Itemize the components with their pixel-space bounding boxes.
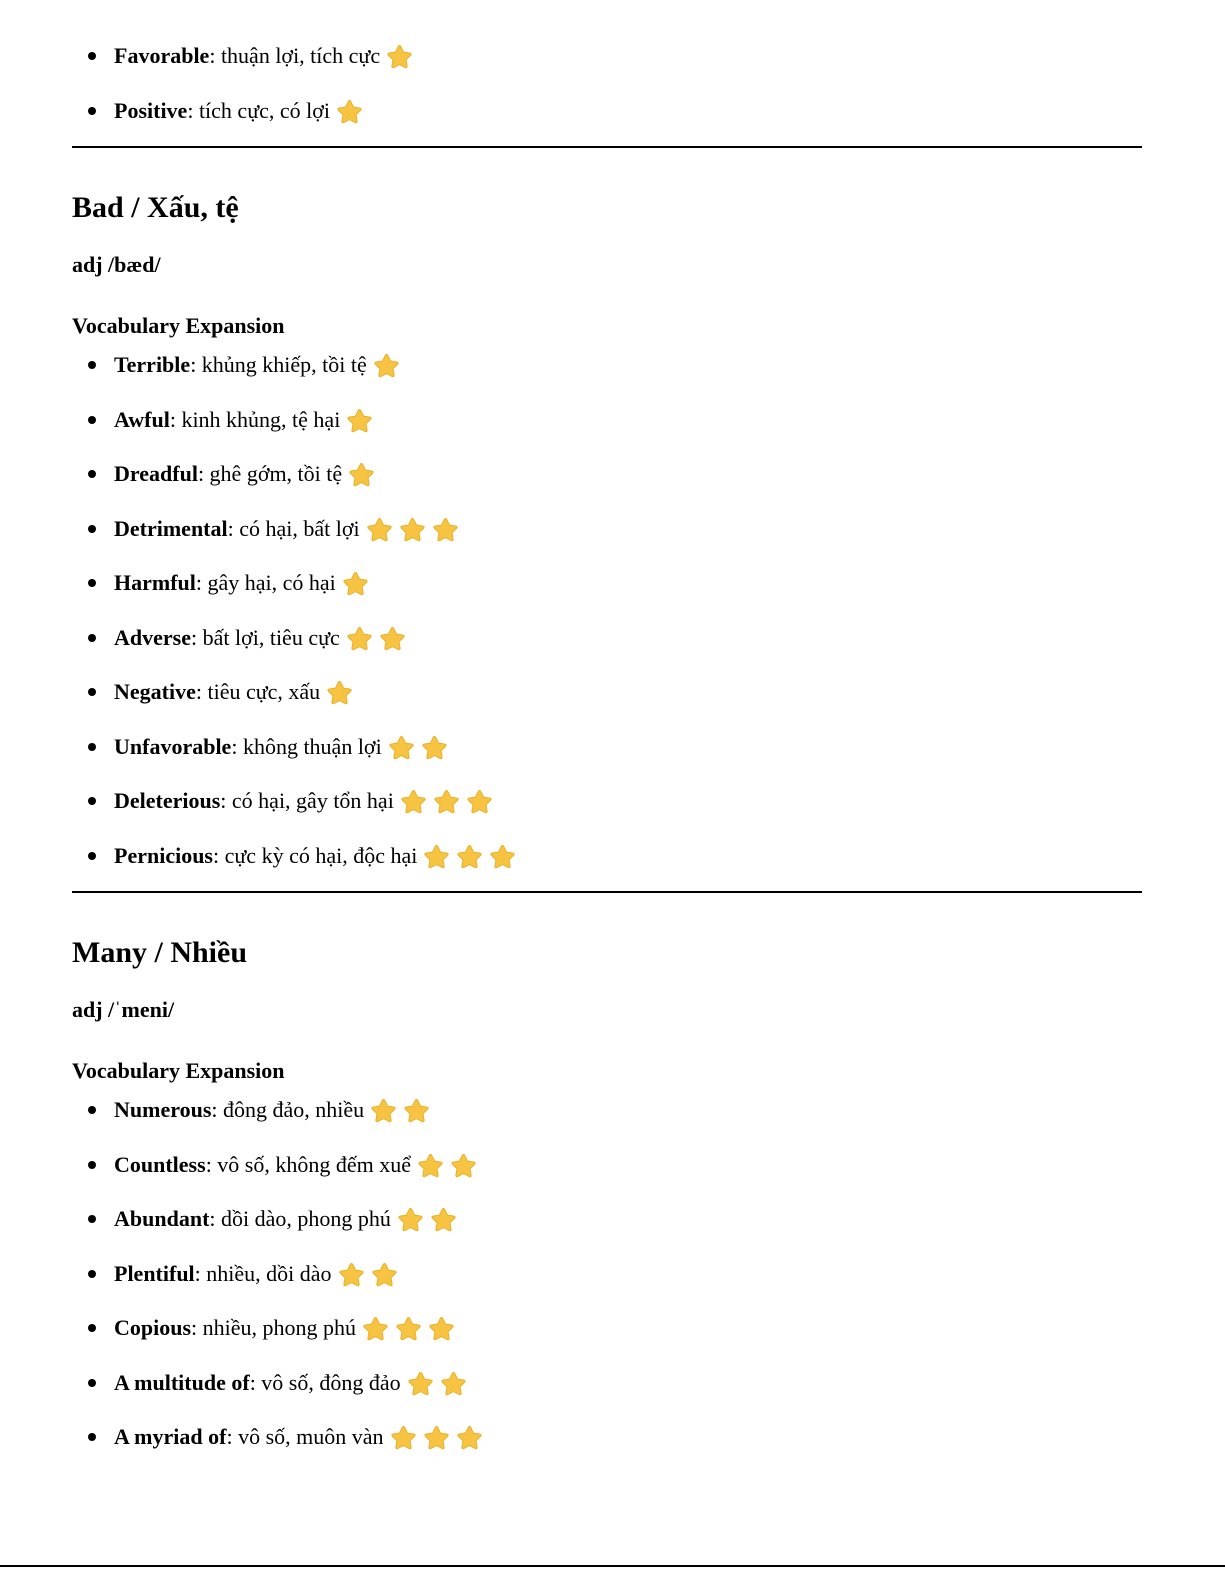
vocab-meaning: : vô số, đông đảo xyxy=(249,1369,401,1395)
entry-heading-many: Many / Nhiều xyxy=(72,936,248,969)
vocab-term: Favorable xyxy=(114,43,210,68)
star-icon xyxy=(456,1424,483,1451)
star-icon xyxy=(390,1424,417,1451)
vocab-meaning: : có hại, gây tổn hại xyxy=(220,788,394,813)
bullet-icon xyxy=(88,1433,96,1441)
bullet-icon xyxy=(88,52,96,60)
star-icon xyxy=(386,43,413,70)
star-icon xyxy=(430,1206,457,1233)
bullet-icon xyxy=(88,579,96,587)
list-item xyxy=(72,1304,1152,1359)
vocabulary-expansion-title-many: Vocabulary Expansion xyxy=(72,1058,285,1083)
star-icon xyxy=(400,788,427,815)
star-icon xyxy=(456,843,483,870)
star-icon xyxy=(399,516,426,543)
star-icon xyxy=(421,734,448,761)
vocab-term: Terrible xyxy=(114,352,191,377)
pronunciation-bad: adj /bæd/ xyxy=(72,252,161,277)
star-icon xyxy=(346,407,373,434)
difficulty-rating xyxy=(388,721,454,769)
difficulty-rating xyxy=(326,667,359,715)
difficulty-rating xyxy=(417,1139,483,1187)
list-item xyxy=(72,450,1152,505)
star-icon xyxy=(440,1370,467,1397)
vocab-term: Detrimental xyxy=(114,515,228,541)
bullet-icon xyxy=(88,525,96,533)
bullet-icon xyxy=(88,416,96,424)
star-icon xyxy=(336,98,363,125)
bullet-icon xyxy=(88,688,96,696)
vocab-meaning: : ghê gớm, tồi tệ xyxy=(197,461,343,486)
difficulty-rating xyxy=(346,612,412,660)
vocab-meaning: : kinh khủng, tệ hại xyxy=(169,406,341,432)
list-item xyxy=(72,396,1152,451)
list-item xyxy=(72,1141,1152,1196)
list-item xyxy=(72,341,1152,396)
star-icon xyxy=(432,516,459,543)
star-icon xyxy=(366,516,393,543)
list-item xyxy=(72,1250,1152,1305)
vocab-term: Countless xyxy=(114,1151,206,1177)
star-icon xyxy=(373,352,400,379)
vocab-term: A multitude of xyxy=(114,1369,250,1395)
star-icon xyxy=(338,1261,365,1288)
bullet-icon xyxy=(88,1106,96,1114)
vocab-term: Adverse xyxy=(114,624,191,650)
vocab-term: Plentiful xyxy=(114,1260,195,1286)
bullet-icon xyxy=(88,107,96,115)
list-item xyxy=(72,87,1152,142)
pronunciation-many: adj /ˈmeni/ xyxy=(72,997,175,1022)
vocab-meaning: : dồi dào, phong phú xyxy=(209,1206,391,1231)
vocab-meaning: : vô số, không đếm xuể xyxy=(205,1151,412,1177)
vocab-term: Abundant xyxy=(114,1206,210,1231)
difficulty-rating xyxy=(373,340,406,388)
bullet-icon xyxy=(88,797,96,805)
star-icon xyxy=(417,1152,444,1179)
star-icon xyxy=(433,788,460,815)
star-icon xyxy=(450,1152,477,1179)
difficulty-rating xyxy=(338,1248,404,1296)
difficulty-rating xyxy=(400,776,499,824)
vocab-term: Harmful xyxy=(114,570,196,595)
star-icon xyxy=(407,1370,434,1397)
list-item xyxy=(72,1359,1152,1414)
star-icon xyxy=(403,1097,430,1124)
difficulty-rating xyxy=(336,85,369,133)
list-item xyxy=(72,32,1152,87)
vocab-list-good-tail xyxy=(72,32,1152,141)
star-icon xyxy=(489,843,516,870)
vocab-list-bad xyxy=(72,341,1152,886)
star-icon xyxy=(395,1315,422,1342)
bullet-icon xyxy=(88,470,96,478)
list-item xyxy=(72,559,1152,614)
entry-heading-bad: Bad / Xấu, tệ xyxy=(72,191,239,224)
star-icon xyxy=(423,843,450,870)
difficulty-rating xyxy=(342,558,375,606)
star-icon xyxy=(342,570,369,597)
vocab-meaning: : bất lợi, tiêu cực xyxy=(190,624,340,650)
vocab-meaning: : nhiều, dồi dào xyxy=(194,1260,332,1286)
difficulty-rating xyxy=(397,1194,463,1242)
list-item xyxy=(72,777,1152,832)
vocab-meaning: : đông đảo, nhiều xyxy=(211,1097,365,1122)
list-item xyxy=(72,1086,1152,1141)
document-content xyxy=(72,32,1152,1468)
bullet-icon xyxy=(88,361,96,369)
star-icon xyxy=(379,625,406,652)
star-icon xyxy=(326,679,353,706)
vocab-meaning: : tiêu cực, xấu xyxy=(195,679,321,704)
difficulty-rating xyxy=(346,394,379,442)
bullet-icon xyxy=(88,743,96,751)
difficulty-rating xyxy=(348,449,381,497)
vocab-meaning: : nhiều, phong phú xyxy=(191,1315,357,1340)
vocab-term: Pernicious xyxy=(114,842,213,868)
star-icon xyxy=(428,1315,455,1342)
list-item xyxy=(72,668,1152,723)
star-icon xyxy=(348,461,375,488)
bullet-icon xyxy=(88,634,96,642)
section-divider xyxy=(72,146,1142,148)
vocab-term: Unfavorable xyxy=(114,733,232,759)
difficulty-rating xyxy=(407,1357,473,1405)
vocab-meaning: : thuận lợi, tích cực xyxy=(209,43,381,68)
bullet-icon xyxy=(88,1215,96,1223)
vocab-term: Awful xyxy=(114,406,170,432)
vocab-term: A myriad of xyxy=(114,1424,227,1449)
bullet-icon xyxy=(88,1161,96,1169)
vocab-term: Dreadful xyxy=(114,461,198,486)
vocab-term: Negative xyxy=(114,679,196,704)
vocab-meaning: : không thuận lợi xyxy=(231,733,382,759)
star-icon xyxy=(371,1261,398,1288)
vocab-term: Numerous xyxy=(114,1097,212,1122)
vocab-meaning: : vô số, muôn vàn xyxy=(226,1424,384,1449)
vocab-meaning: : tích cực, có lợi xyxy=(187,97,331,123)
difficulty-rating xyxy=(362,1303,461,1351)
list-item xyxy=(72,723,1152,778)
list-item xyxy=(72,1413,1152,1468)
difficulty-rating xyxy=(386,31,419,79)
star-icon xyxy=(423,1424,450,1451)
vocab-term: Copious xyxy=(114,1315,192,1340)
difficulty-rating xyxy=(366,503,465,551)
vocabulary-expansion-title-bad: Vocabulary Expansion xyxy=(72,313,285,338)
list-item xyxy=(72,505,1152,560)
bullet-icon xyxy=(88,1379,96,1387)
vocab-meaning: : có hại, bất lợi xyxy=(227,515,360,541)
vocab-meaning: : khủng khiếp, tồi tệ xyxy=(190,352,367,377)
star-icon xyxy=(346,625,373,652)
vocab-meaning: : gây hại, có hại xyxy=(195,570,336,595)
star-icon xyxy=(370,1097,397,1124)
vocab-list-many xyxy=(72,1086,1152,1468)
list-item xyxy=(72,614,1152,669)
difficulty-rating xyxy=(423,830,522,878)
vocab-meaning: : cực kỳ có hại, độc hại xyxy=(213,842,418,868)
star-icon xyxy=(388,734,415,761)
vocab-term: Positive xyxy=(114,97,188,123)
section-divider xyxy=(72,891,1142,893)
list-item xyxy=(72,832,1152,887)
bullet-icon xyxy=(88,1324,96,1332)
difficulty-rating xyxy=(390,1412,489,1460)
bullet-icon xyxy=(88,852,96,860)
star-icon xyxy=(466,788,493,815)
vocab-term: Deleterious xyxy=(114,788,221,813)
star-icon xyxy=(397,1206,424,1233)
list-item xyxy=(72,1195,1152,1250)
star-icon xyxy=(362,1315,389,1342)
difficulty-rating xyxy=(370,1085,436,1133)
page-bottom-rule xyxy=(0,1565,1225,1567)
bullet-icon xyxy=(88,1270,96,1278)
